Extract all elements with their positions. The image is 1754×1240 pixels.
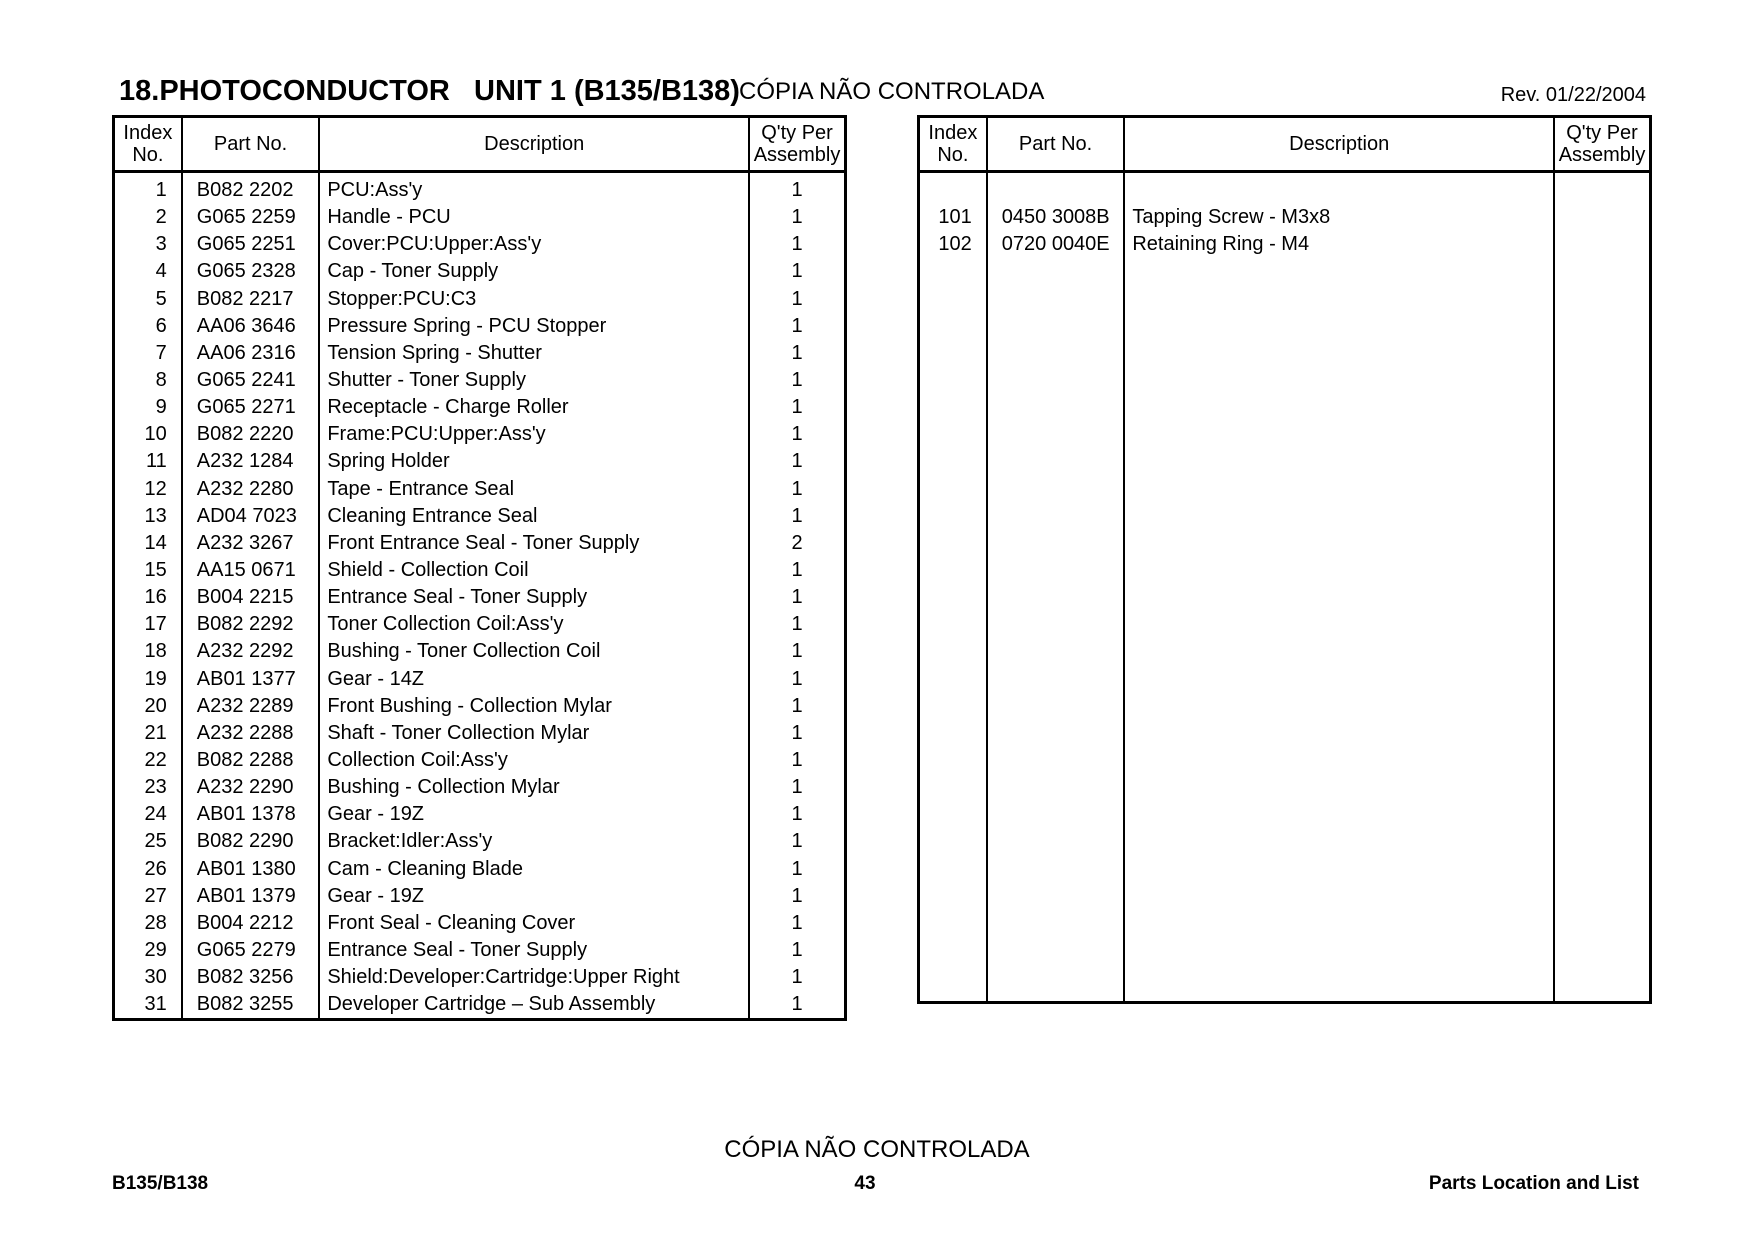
parts-table-right-body (919, 172, 1651, 1003)
description-cell: Collection Coil:Ass'y (319, 747, 749, 774)
part-no-cell: A232 2280 (182, 476, 320, 503)
part-no-cell: B004 2215 (182, 584, 320, 611)
qty-cell: 1 (749, 172, 845, 205)
parts-table-left-body (114, 172, 846, 1020)
qty-cell: 1 (749, 476, 845, 503)
table-row (114, 172, 846, 205)
description-cell: Pressure Spring - PCU Stopper (319, 313, 749, 340)
index-cell: 30 (114, 964, 182, 991)
table-row (114, 231, 846, 258)
part-no-cell: G065 2259 (182, 204, 320, 231)
part-no-cell: B082 2288 (182, 747, 320, 774)
table-row (919, 172, 1651, 205)
parts-table-left (112, 115, 847, 1021)
table-row (114, 910, 846, 937)
index-cell: 24 (114, 801, 182, 828)
description-cell: Receptacle - Charge Roller (319, 394, 749, 421)
qty-cell: 1 (749, 367, 845, 394)
index-cell: 28 (114, 910, 182, 937)
table-row (114, 801, 846, 828)
qty-cell: 1 (749, 991, 845, 1018)
index-cell: 26 (114, 856, 182, 883)
footer-model: B135/B138 (112, 1173, 209, 1194)
table-row (114, 774, 846, 801)
part-no-cell: A232 2289 (182, 693, 320, 720)
part-no-cell: AB01 1380 (182, 856, 320, 883)
part-no-cell: 0450 3008B (987, 204, 1125, 231)
table-row (114, 584, 846, 611)
description-cell: Shield - Collection Coil (319, 557, 749, 584)
index-cell: 25 (114, 828, 182, 855)
empty-cell (1554, 258, 1650, 1002)
description-cell: Frame:PCU:Upper:Ass'y (319, 421, 749, 448)
table-header-row (919, 117, 1651, 172)
table-row (114, 313, 846, 340)
table-row (114, 991, 846, 1018)
part-no-cell: G065 2251 (182, 231, 320, 258)
qty-cell: 1 (749, 340, 845, 367)
qty-cell: 1 (749, 856, 845, 883)
qty-cell: 1 (749, 448, 845, 475)
description-cell: Bracket:Idler:Ass'y (319, 828, 749, 855)
index-cell: 2 (114, 204, 182, 231)
description-cell: Tape - Entrance Seal (319, 476, 749, 503)
table-row (114, 747, 846, 774)
parts-table-right (917, 115, 1652, 1004)
qty-cell (1554, 231, 1650, 258)
index-cell: 102 (919, 231, 987, 258)
index-cell: 13 (114, 503, 182, 530)
qty-cell: 1 (749, 937, 845, 964)
filler-row (919, 258, 1651, 1002)
part-no-cell: AB01 1379 (182, 883, 320, 910)
description-cell: Front Seal - Cleaning Cover (319, 910, 749, 937)
index-cell: 12 (114, 476, 182, 503)
index-cell: 15 (114, 557, 182, 584)
part-no-cell: AD04 7023 (182, 503, 320, 530)
column-header-index: Index No. (114, 117, 182, 172)
part-no-cell: A232 2288 (182, 720, 320, 747)
table-row (114, 286, 846, 313)
qty-cell: 1 (749, 313, 845, 340)
table-row (114, 856, 846, 883)
column-header-qty: Q'ty Per Assembly (1554, 117, 1650, 172)
page-title: 18.PHOTOCONDUCTOR UNIT 1 (B135/B138) (119, 75, 740, 107)
description-cell: Stopper:PCU:C3 (319, 286, 749, 313)
part-no-cell: AA06 3646 (182, 313, 320, 340)
description-cell: Cover:PCU:Upper:Ass'y (319, 231, 749, 258)
part-no-cell (987, 172, 1125, 205)
description-cell: Shaft - Toner Collection Mylar (319, 720, 749, 747)
description-cell: Bushing - Collection Mylar (319, 774, 749, 801)
index-cell: 1 (114, 172, 182, 205)
column-header-qty: Q'ty Per Assembly (749, 117, 845, 172)
index-cell: 7 (114, 340, 182, 367)
empty-cell (987, 258, 1125, 1002)
index-cell: 4 (114, 258, 182, 285)
table-row (114, 964, 846, 991)
page-number: 43 (854, 1173, 876, 1194)
table-header-row (114, 117, 846, 172)
index-cell: 5 (114, 286, 182, 313)
index-cell: 18 (114, 638, 182, 665)
description-cell: Retaining Ring - M4 (1124, 231, 1554, 258)
part-no-cell: A232 1284 (182, 448, 320, 475)
empty-cell (749, 1018, 845, 1020)
table-row (114, 503, 846, 530)
empty-cell (919, 258, 987, 1002)
index-cell: 8 (114, 367, 182, 394)
description-cell (1124, 172, 1554, 205)
column-header-part-no: Part No. (987, 117, 1125, 172)
qty-cell: 1 (749, 828, 845, 855)
empty-cell (182, 1018, 320, 1020)
column-header-description: Description (1124, 117, 1554, 172)
part-no-cell: AA15 0671 (182, 557, 320, 584)
description-cell: Gear - 19Z (319, 801, 749, 828)
qty-cell: 1 (749, 503, 845, 530)
qty-cell: 1 (749, 394, 845, 421)
index-cell: 19 (114, 666, 182, 693)
part-no-cell: B082 2220 (182, 421, 320, 448)
index-cell: 17 (114, 611, 182, 638)
table-row (114, 883, 846, 910)
description-cell: Handle - PCU (319, 204, 749, 231)
qty-cell: 1 (749, 883, 845, 910)
column-header-part-no: Part No. (182, 117, 320, 172)
footer-section: Parts Location and List (1428, 1173, 1639, 1194)
part-no-cell: AA06 2316 (182, 340, 320, 367)
part-no-cell: AB01 1377 (182, 666, 320, 693)
table-row (114, 693, 846, 720)
qty-cell (1554, 172, 1650, 205)
qty-cell: 2 (749, 530, 845, 557)
part-no-cell: A232 2292 (182, 638, 320, 665)
qty-cell: 1 (749, 231, 845, 258)
column-header-index: Index No. (919, 117, 987, 172)
empty-cell (319, 1018, 749, 1020)
index-cell: 9 (114, 394, 182, 421)
description-cell: Cam - Cleaning Blade (319, 856, 749, 883)
part-no-cell: B082 2217 (182, 286, 320, 313)
description-cell: Cleaning Entrance Seal (319, 503, 749, 530)
index-cell: 6 (114, 313, 182, 340)
part-no-cell: G065 2241 (182, 367, 320, 394)
qty-cell: 1 (749, 421, 845, 448)
table-row (919, 204, 1651, 231)
part-no-cell: B082 2290 (182, 828, 320, 855)
qty-cell: 1 (749, 666, 845, 693)
qty-cell: 1 (749, 910, 845, 937)
index-cell: 23 (114, 774, 182, 801)
empty-cell (114, 1018, 182, 1020)
table-row (114, 937, 846, 964)
qty-cell: 1 (749, 964, 845, 991)
watermark-bottom: CÓPIA NÃO CONTROLADA (724, 1136, 1030, 1163)
part-no-cell: B004 2212 (182, 910, 320, 937)
qty-cell: 1 (749, 611, 845, 638)
part-no-cell: G065 2279 (182, 937, 320, 964)
table-row (114, 394, 846, 421)
description-cell: Cap - Toner Supply (319, 258, 749, 285)
qty-cell: 1 (749, 747, 845, 774)
empty-cell (1124, 258, 1554, 1002)
table-row (114, 530, 846, 557)
table-row (114, 638, 846, 665)
qty-cell: 1 (749, 720, 845, 747)
table-row (114, 557, 846, 584)
part-no-cell: B082 3256 (182, 964, 320, 991)
qty-cell: 1 (749, 204, 845, 231)
index-cell: 21 (114, 720, 182, 747)
description-cell: Entrance Seal - Toner Supply (319, 937, 749, 964)
table-row (919, 231, 1651, 258)
part-no-cell: A232 3267 (182, 530, 320, 557)
index-cell: 20 (114, 693, 182, 720)
index-cell: 27 (114, 883, 182, 910)
table-row (114, 204, 846, 231)
table-row (114, 611, 846, 638)
qty-cell: 1 (749, 693, 845, 720)
qty-cell: 1 (749, 801, 845, 828)
table-row (114, 828, 846, 855)
qty-cell: 1 (749, 258, 845, 285)
index-cell: 11 (114, 448, 182, 475)
filler-row (114, 1018, 846, 1020)
table-row (114, 448, 846, 475)
index-cell: 29 (114, 937, 182, 964)
part-no-cell: 0720 0040E (987, 231, 1125, 258)
part-no-cell: G065 2271 (182, 394, 320, 421)
table-row (114, 720, 846, 747)
description-cell: Bushing - Toner Collection Coil (319, 638, 749, 665)
description-cell: Tapping Screw - M3x8 (1124, 204, 1554, 231)
part-no-cell: G065 2328 (182, 258, 320, 285)
qty-cell: 1 (749, 584, 845, 611)
index-cell (919, 172, 987, 205)
part-no-cell: AB01 1378 (182, 801, 320, 828)
description-cell: Gear - 19Z (319, 883, 749, 910)
description-cell: PCU:Ass'y (319, 172, 749, 205)
index-cell: 14 (114, 530, 182, 557)
description-cell: Tension Spring - Shutter (319, 340, 749, 367)
table-row (114, 666, 846, 693)
table-row (114, 340, 846, 367)
description-cell: Gear - 14Z (319, 666, 749, 693)
description-cell: Spring Holder (319, 448, 749, 475)
description-cell: Toner Collection Coil:Ass'y (319, 611, 749, 638)
index-cell: 10 (114, 421, 182, 448)
watermark-top: CÓPIA NÃO CONTROLADA (739, 78, 1045, 105)
table-row (114, 258, 846, 285)
description-cell: Front Entrance Seal - Toner Supply (319, 530, 749, 557)
description-cell: Shield:Developer:Cartridge:Upper Right (319, 964, 749, 991)
revision-date: Rev. 01/22/2004 (1500, 84, 1646, 106)
table-row (114, 367, 846, 394)
qty-cell: 1 (749, 286, 845, 313)
part-no-cell: B082 3255 (182, 991, 320, 1018)
part-no-cell: B082 2202 (182, 172, 320, 205)
part-no-cell: B082 2292 (182, 611, 320, 638)
table-row (114, 476, 846, 503)
qty-cell: 1 (749, 774, 845, 801)
part-no-cell: A232 2290 (182, 774, 320, 801)
index-cell: 101 (919, 204, 987, 231)
description-cell: Front Bushing - Collection Mylar (319, 693, 749, 720)
qty-cell: 1 (749, 557, 845, 584)
index-cell: 22 (114, 747, 182, 774)
qty-cell: 1 (749, 638, 845, 665)
table-row (114, 421, 846, 448)
index-cell: 31 (114, 991, 182, 1018)
description-cell: Developer Cartridge – Sub Assembly (319, 991, 749, 1018)
qty-cell (1554, 204, 1650, 231)
column-header-description: Description (319, 117, 749, 172)
description-cell: Shutter - Toner Supply (319, 367, 749, 394)
description-cell: Entrance Seal - Toner Supply (319, 584, 749, 611)
index-cell: 3 (114, 231, 182, 258)
index-cell: 16 (114, 584, 182, 611)
